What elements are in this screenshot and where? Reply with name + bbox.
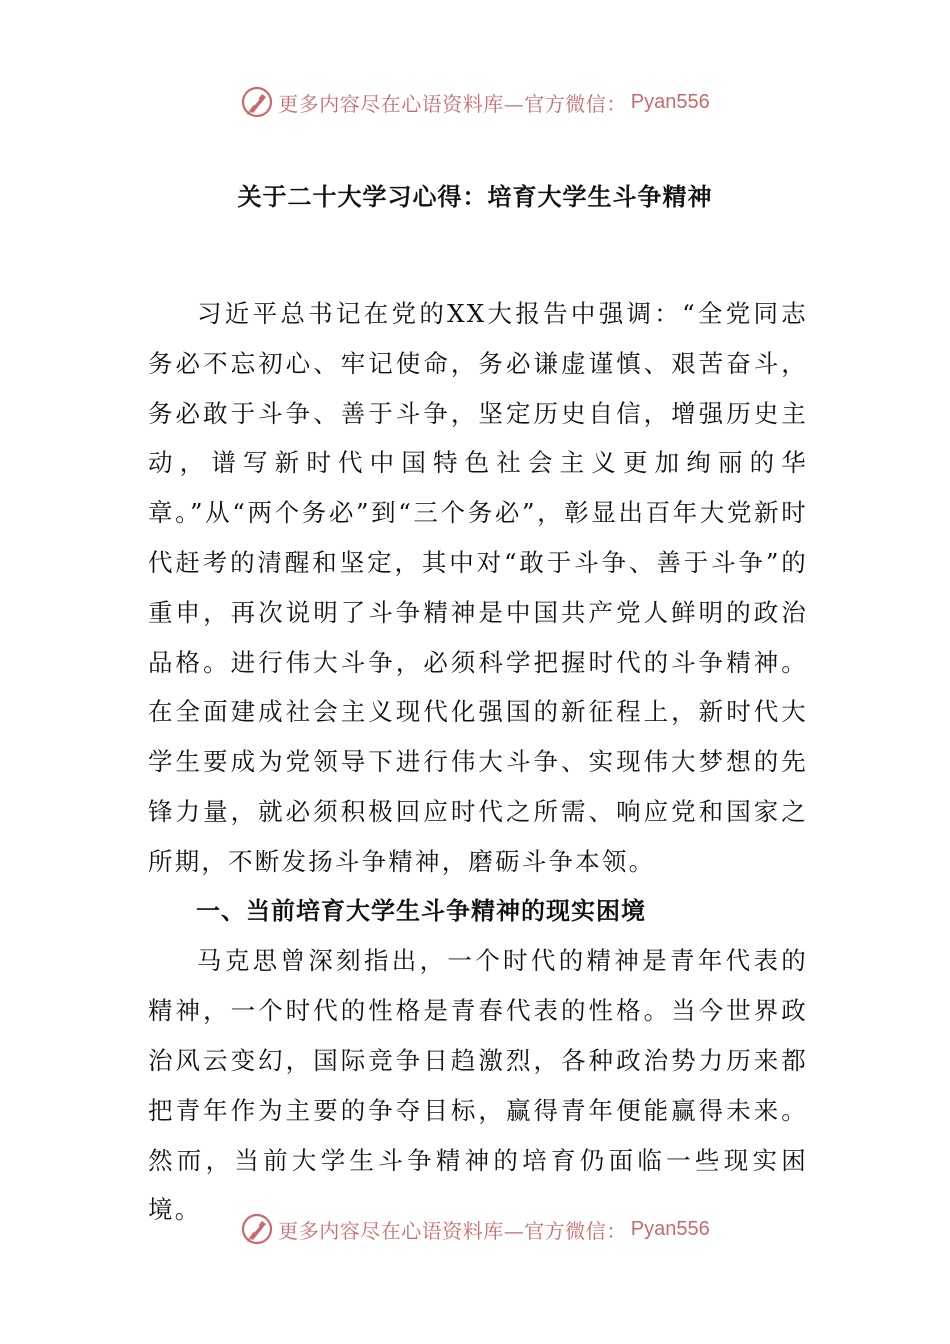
watermark-wechat-id: Pyan556 [630, 1217, 710, 1240]
document-title: 关于二十大学习心得：培育大学生斗争精神 [237, 183, 713, 211]
header-watermark [0, 82, 950, 122]
section-heading-1: 一、当前培育大学生斗争精神的现实困境 [196, 896, 646, 925]
footer-watermark [0, 1209, 950, 1249]
watermark-text: 更多内容尽在心语资料库—官方微信： [278, 1218, 627, 1243]
watermark-text: 更多内容尽在心语资料库—官方微信： [278, 91, 627, 116]
intro-paragraph: 习近平总书记在党的XX大报告中强调：“全党同志务必不忘初心、牢记使命，务必谦虚谨慎、艰苦奋斗，务必敢于斗争、善于斗争，坚定历史自信，增强历史主动，谱写新时代中国特色社会主义更加绚丽的华章。”从“两个务必”到“三个务必”，彰显出百年大党新时代赶考的清醒和坚定，其中对“敢于斗争、善于斗争”的重申，再次说明了斗争精神是中国共产党人鲜明的政治品格。进行伟大斗争，必须科学把握时代的斗争精神。在全面建成社会主义现代化强国的新征程上，新时代大学生要成为党领导下进行伟大斗争、实现伟大梦想的先锋力量，就必须积极回应时代之所需、响应党和国家之所期，不断发扬斗争精神，磨砺斗争本领。 [148, 299, 808, 876]
document-body [148, 289, 808, 1235]
section-1-paragraph: 马克思曾深刻指出，一个时代的精神是青年代表的精神，一个时代的性格是青春代表的性格。当今世界政治风云变幻，国际竞争日趋激烈，各种政治势力历来都把青年作为主要的争夺目标，赢得青年便能赢得未来。然而，当前大学生斗争精神的培育仍面临一些现实困境。 [148, 946, 808, 1225]
pen-nib-logo-icon [240, 85, 274, 119]
pen-nib-logo-icon [240, 1212, 274, 1246]
watermark-wechat-id: Pyan556 [630, 90, 710, 113]
